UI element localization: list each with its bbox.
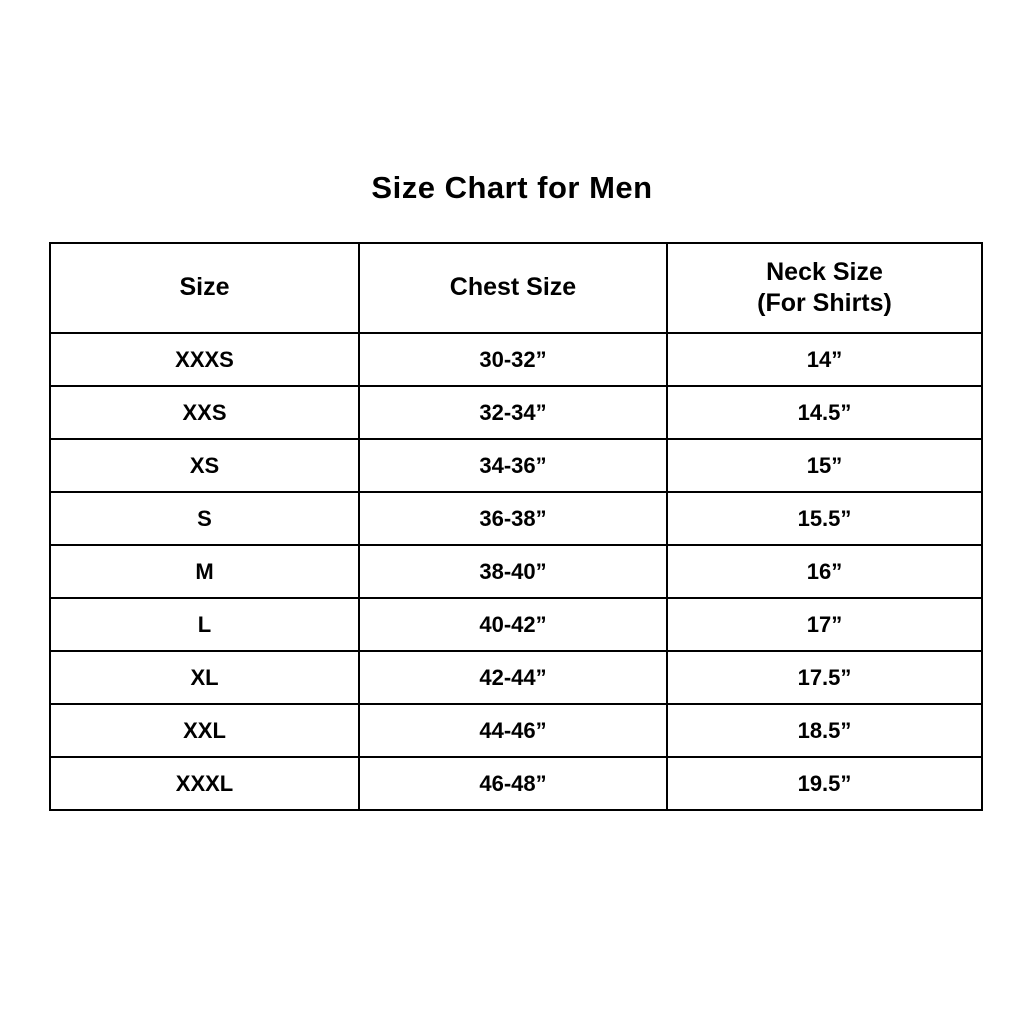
table-row (50, 757, 982, 810)
table-row (50, 333, 982, 386)
cell-neck: 18.5” (667, 704, 982, 757)
cell-chest: 46-48” (359, 757, 667, 810)
cell-chest: 42-44” (359, 651, 667, 704)
cell-chest: 40-42” (359, 598, 667, 651)
table-row (50, 598, 982, 651)
cell-chest: 44-46” (359, 704, 667, 757)
cell-chest: 32-34” (359, 386, 667, 439)
table-row (50, 704, 982, 757)
cell-chest: 30-32” (359, 333, 667, 386)
cell-chest: 38-40” (359, 545, 667, 598)
cell-neck: 17” (667, 598, 982, 651)
cell-neck: 17.5” (667, 651, 982, 704)
table-row (50, 492, 982, 545)
table-header-row (50, 243, 982, 333)
cell-size: XXXS (50, 333, 359, 386)
cell-neck: 19.5” (667, 757, 982, 810)
cell-size: M (50, 545, 359, 598)
column-header-size: Size (50, 243, 359, 333)
table-row (50, 386, 982, 439)
cell-neck: 15” (667, 439, 982, 492)
column-header-chest-size: Chest Size (359, 243, 667, 333)
column-header-neck-size (667, 243, 982, 333)
cell-chest: 34-36” (359, 439, 667, 492)
cell-size: XXL (50, 704, 359, 757)
column-header-neck-size-line1: Neck Size (766, 257, 883, 286)
cell-size: S (50, 492, 359, 545)
table-row (50, 545, 982, 598)
cell-size: L (50, 598, 359, 651)
cell-chest: 36-38” (359, 492, 667, 545)
cell-size: XXXL (50, 757, 359, 810)
cell-size: XS (50, 439, 359, 492)
cell-neck: 14.5” (667, 386, 982, 439)
column-header-neck-size-line2: (For Shirts) (757, 289, 892, 317)
size-chart-table (49, 242, 983, 811)
cell-neck: 14” (667, 333, 982, 386)
cell-size: XXS (50, 386, 359, 439)
cell-neck: 15.5” (667, 492, 982, 545)
table-row (50, 651, 982, 704)
table-row (50, 439, 982, 492)
page-title: Size Chart for Men (371, 170, 653, 205)
cell-neck: 16” (667, 545, 982, 598)
cell-size: XL (50, 651, 359, 704)
